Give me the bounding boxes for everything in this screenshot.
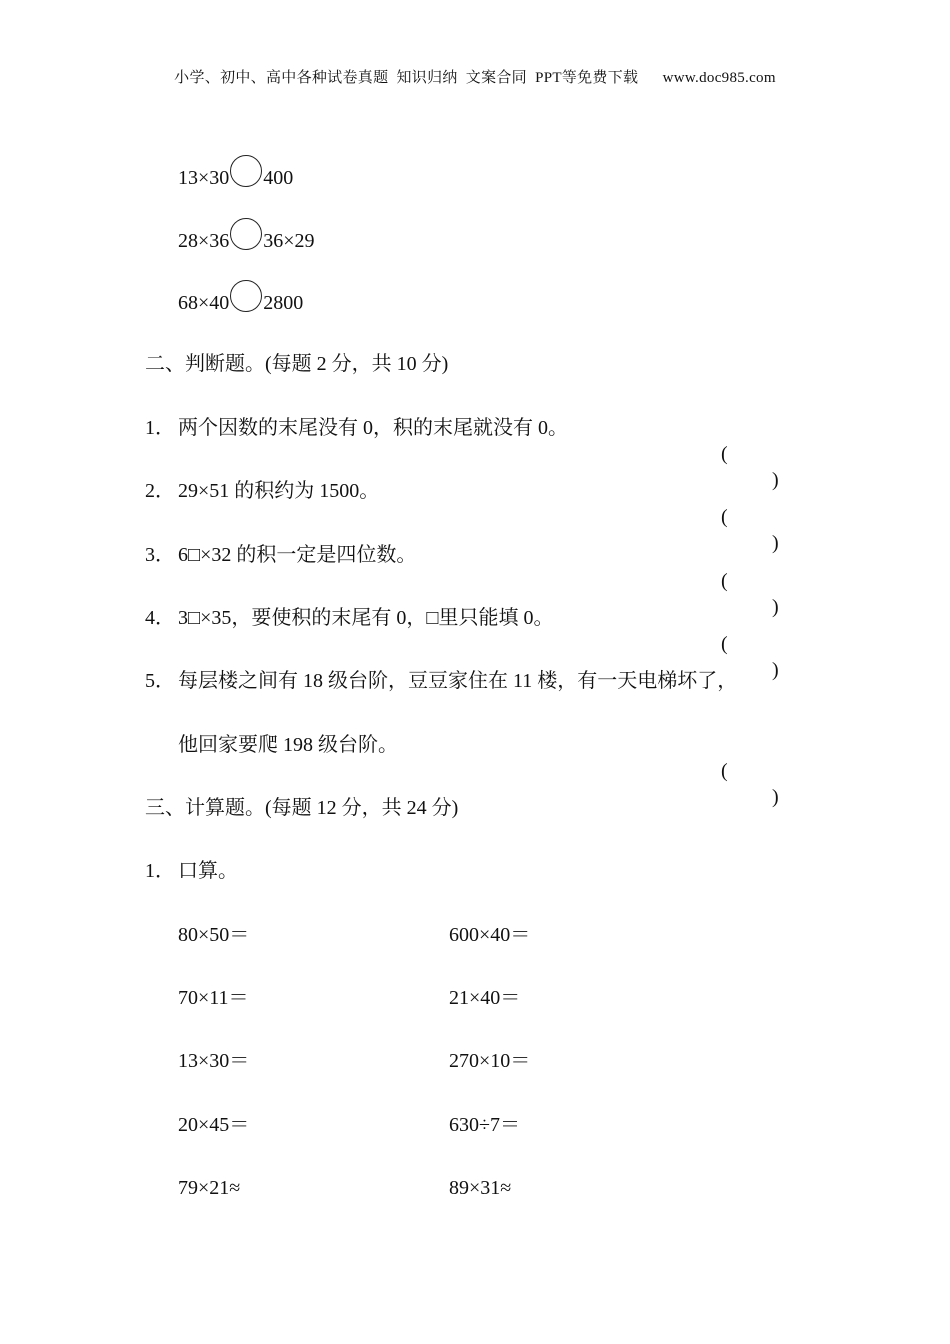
oral-calc-item: 13×30＝ — [178, 1050, 250, 1072]
paren-close: ) — [772, 596, 779, 618]
question-number: 2． — [145, 480, 175, 502]
question-number: 1． — [145, 860, 175, 882]
oral-calc-item: 21×40＝ — [449, 987, 521, 1009]
question-number: 5． — [145, 670, 175, 692]
question-number: 4． — [145, 607, 175, 629]
page-header: 小学、初中、高中各种试卷真题 知识归纳 文案合同 PPT等免费下载 www.doc985.com — [174, 70, 776, 86]
section-title: 三、计算题。(每题 12 分，共 24 分) — [145, 797, 459, 819]
paren-close: ) — [772, 532, 779, 554]
question-number: 3． — [145, 544, 175, 566]
paren-open: ( — [721, 506, 728, 528]
answer-parentheses[interactable] — [721, 732, 781, 810]
comparison-right: 400 — [263, 167, 294, 189]
question-text-continued: 他回家要爬 198 级台阶。 — [178, 734, 398, 756]
oral-calc-item: 70×11＝ — [178, 987, 249, 1009]
paren-open: ( — [721, 760, 728, 782]
paren-close: ) — [772, 469, 779, 491]
oral-calc-item: 89×31≈ — [449, 1177, 512, 1199]
comparison-row — [178, 162, 293, 194]
question-text: 6□×32 的积一定是四位数。 — [178, 544, 417, 566]
question-text: 3□×35，要使积的末尾有 0，□里只能填 0。 — [178, 607, 554, 629]
oral-calc-item: 270×10＝ — [449, 1050, 531, 1072]
comparison-left: 68×40 — [178, 292, 230, 314]
comparison-left: 13×30 — [178, 167, 230, 189]
question-number: 1． — [145, 417, 175, 439]
oral-calc-item: 630÷7＝ — [449, 1114, 520, 1136]
question-text: 两个因数的末尾没有 0，积的末尾就没有 0。 — [178, 417, 568, 439]
paren-open: ( — [721, 570, 728, 592]
paren-open: ( — [721, 633, 728, 655]
comparison-right: 36×29 — [263, 230, 315, 252]
answer-circle[interactable] — [230, 218, 262, 250]
comparison-right: 2800 — [263, 292, 304, 314]
oral-calc-item: 20×45＝ — [178, 1114, 250, 1136]
oral-calc-item: 80×50＝ — [178, 924, 250, 946]
paren-close: ) — [772, 659, 779, 681]
paren-close: ) — [772, 786, 779, 808]
question-text: 每层楼之间有 18 级台阶，豆豆家住在 11 楼，有一天电梯坏了， — [178, 670, 738, 692]
question-text: 口算。 — [178, 860, 238, 882]
comparison-row — [178, 225, 315, 257]
answer-circle[interactable] — [230, 280, 262, 312]
oral-calc-item: 79×21≈ — [178, 1177, 241, 1199]
answer-circle[interactable] — [230, 155, 262, 187]
oral-calc-item: 600×40＝ — [449, 924, 531, 946]
comparison-row — [178, 287, 303, 319]
paren-open: ( — [721, 443, 728, 465]
comparison-left: 28×36 — [178, 230, 230, 252]
section-title: 二、判断题。(每题 2 分，共 10 分) — [145, 353, 449, 375]
question-text: 29×51 的积约为 1500。 — [178, 480, 380, 502]
